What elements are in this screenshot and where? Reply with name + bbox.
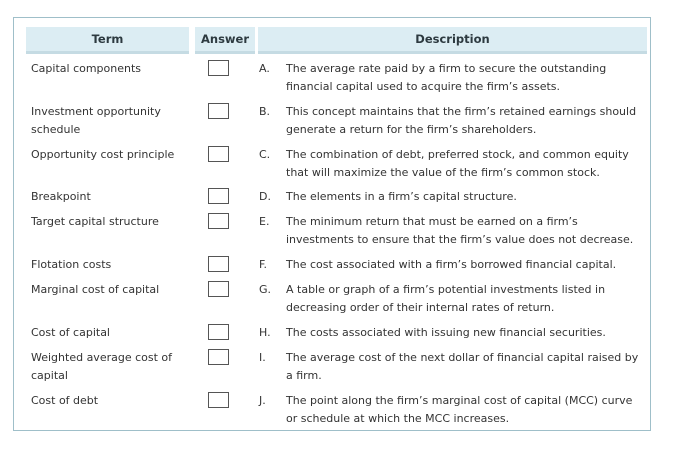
term-label: Capital components xyxy=(31,62,142,75)
description-letter: G. xyxy=(259,283,272,296)
term-label: Cost of capital xyxy=(31,326,110,339)
description-text: The cost associated with a firm’s borrowed financial capital. xyxy=(286,258,617,271)
term-label: Breakpoint xyxy=(31,190,91,203)
term-label: Target capital structure xyxy=(31,215,159,228)
description-text: The combination of debt, preferred stock, and common equity that will maximize the value of the firm’s common stock. xyxy=(286,148,629,179)
description-letter: D. xyxy=(259,190,271,203)
answer-input-box[interactable] xyxy=(208,349,229,365)
answer-input-box[interactable] xyxy=(208,103,229,119)
description-letter: C. xyxy=(259,148,271,161)
description-letter: A. xyxy=(259,62,270,75)
answer-input-box[interactable] xyxy=(208,213,229,229)
description-letter: B. xyxy=(259,105,271,118)
term-label: Cost of debt xyxy=(31,394,99,407)
matching-table xyxy=(13,17,651,431)
description-text: The point along the firm’s marginal cost of capital (MCC) curve or schedule at which the MCC increases. xyxy=(286,394,633,425)
answer-input-box[interactable] xyxy=(208,256,229,272)
description-text: The elements in a firm’s capital structure. xyxy=(286,190,517,203)
description-letter: H. xyxy=(259,326,271,339)
description-text: The costs associated with issuing new financial securities. xyxy=(286,326,606,339)
answer-input-box[interactable] xyxy=(208,60,229,76)
answer-input-box[interactable] xyxy=(208,188,229,204)
description-text: A table or graph of a firm’s potential investments listed in decreasing order of their internal rates of return. xyxy=(286,283,606,314)
description-text: The minimum return that must be earned on a firm’s investments to ensure that the firm’s value does not decrease. xyxy=(286,215,634,246)
description-letter: F. xyxy=(259,258,268,271)
term-label: Investment opportunity schedule xyxy=(31,105,161,136)
header-description: Description xyxy=(258,27,647,51)
header-term: Term xyxy=(26,27,189,51)
answer-input-box[interactable] xyxy=(208,281,229,297)
term-label: Marginal cost of capital xyxy=(31,283,160,296)
answer-input-box[interactable] xyxy=(208,392,229,408)
answer-input-box[interactable] xyxy=(208,146,229,162)
description-text: The average cost of the next dollar of financial capital raised by a firm. xyxy=(286,351,639,382)
description-letter: E. xyxy=(259,215,270,228)
term-label: Opportunity cost principle xyxy=(31,148,175,161)
term-label: Weighted average cost of capital xyxy=(31,351,173,382)
term-label: Flotation costs xyxy=(31,258,112,271)
description-text: This concept maintains that the firm’s retained earnings should generate a return for the firm’s shareholders. xyxy=(286,105,637,136)
answer-input-box[interactable] xyxy=(208,324,229,340)
description-letter: J. xyxy=(259,394,266,407)
description-letter: I. xyxy=(259,351,266,364)
header-answer: Answer xyxy=(195,27,255,51)
description-text: The average rate paid by a firm to secure the outstanding financial capital used to acquire the firm’s assets. xyxy=(286,62,607,93)
